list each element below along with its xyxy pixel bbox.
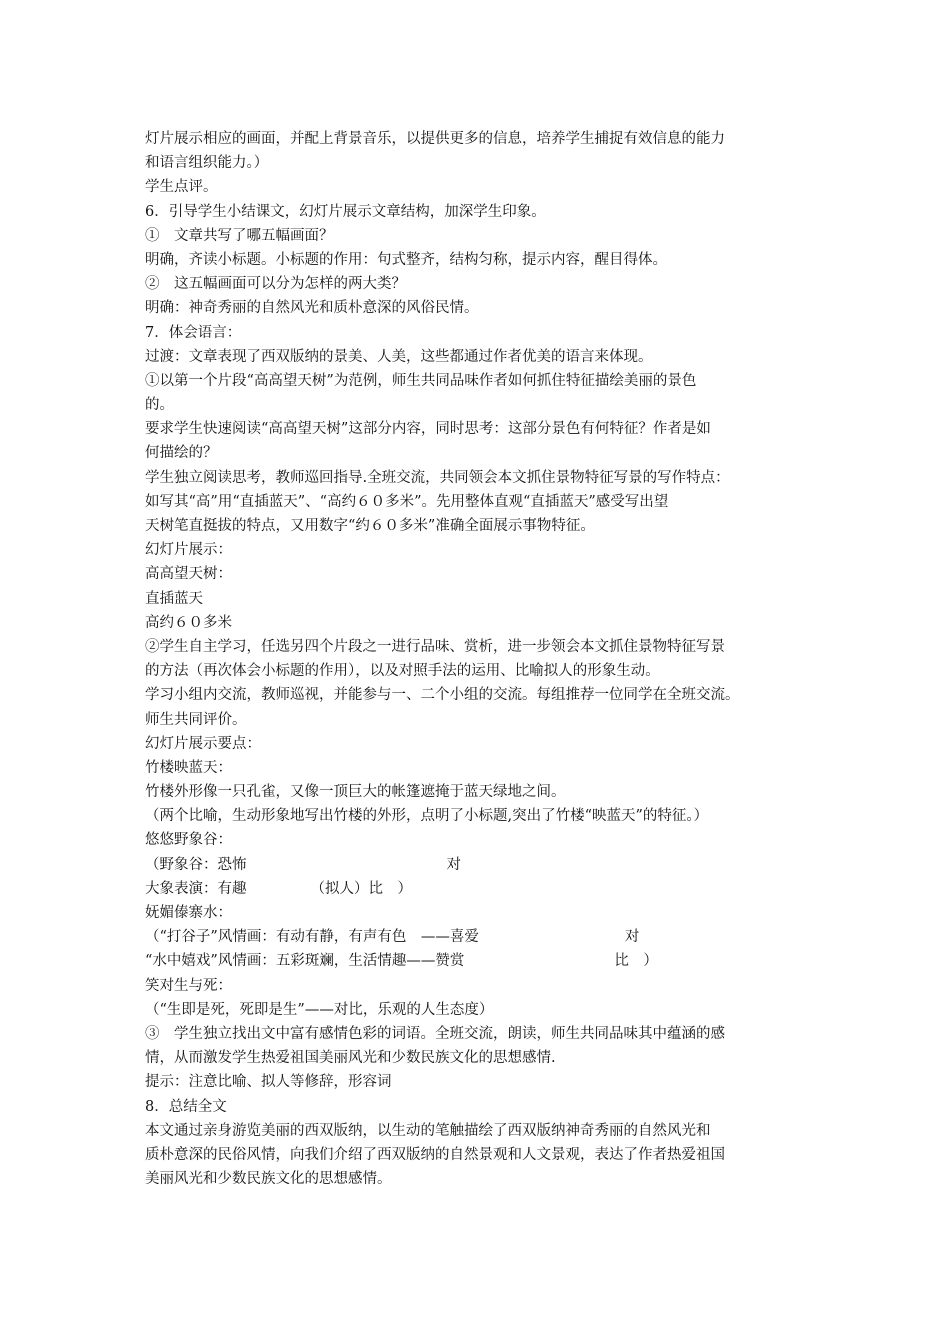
text-line: ①以第一个片段“高高望天树”为范例，师生共同品味作者如何抓住特征描绘美丽的景色 — [145, 372, 697, 389]
text-line: 质朴意深的民俗风情，向我们介绍了西双版纳的自然景观和人文景观，表达了作者热爱祖国 — [145, 1146, 725, 1163]
text-line: 幻灯片展示： — [145, 542, 232, 559]
question-line: ② 这五幅画面可以分为怎样的两大类？ — [145, 276, 406, 293]
comparison-left: （“打谷子”风情画：有动有静，有声有色 ——喜爱 — [145, 929, 479, 946]
text-line: 情，从而激发学生热爱祖国美丽风光和少数民族文化的思想感情. — [145, 1050, 556, 1067]
text-line: 和语言组织能力。） — [145, 155, 269, 172]
section-heading: 8．总结全文 — [145, 1098, 227, 1115]
text-line: （“生即是死，死即是生”——对比，乐观的人生态度） — [145, 1001, 494, 1018]
text-line: 竹楼映蓝天： — [145, 759, 232, 776]
text-line: 悠悠野象谷： — [145, 832, 232, 849]
text-line: 学生点评。 — [145, 179, 218, 196]
text-line: 高高望天树： — [145, 566, 232, 583]
question-line: ③ 学生独立找出文中富有感情色彩的词语。全班交流，朗读，师生共同品味其中蕴涵的感 — [145, 1025, 725, 1042]
text-line: 学习小组内交流，教师巡视，并能参与一、二个小组的交流。每组推荐一位同学在全班交流。 — [145, 687, 740, 704]
comparison-left: 大象表演：有趣 — [145, 880, 247, 897]
comparison-line — [145, 949, 813, 973]
text-line: 明确：神奇秀丽的自然风光和质朴意深的风俗民情。 — [145, 300, 479, 317]
text-line: 竹楼外形像一只孔雀，又像一顶巨大的帐篷遮掩于蓝天绿地之间。 — [145, 784, 566, 801]
comparison-line — [145, 853, 813, 877]
comparison-line — [145, 877, 813, 901]
text-line: 天树笔直挺拔的特点，又用数字“约６０多米”准确全面展示事物特征。 — [145, 518, 595, 534]
section-heading: 7．体会语言： — [145, 324, 242, 341]
text-line: 提示：注意比喻、拟人等修辞，形容词 — [145, 1074, 392, 1091]
comparison-line — [145, 925, 813, 949]
text-line: 明确，齐读小标题。小标题的作用：句式整齐，结构匀称，提示内容，醒目得体。 — [145, 251, 667, 268]
text-line: 的。 — [145, 397, 174, 414]
text-line: 过渡：文章表现了西双版纳的景美、人美，这些都通过作者优美的语言来体现。 — [145, 348, 653, 365]
text-line: （两个比喻，生动形象地写出竹楼的外形，点明了小标题,突出了竹楼“映蓝天”的特征。） — [145, 808, 709, 825]
text-line: 幻灯片展示要点： — [145, 735, 261, 752]
text-line: 妩媚傣寨水： — [145, 905, 232, 921]
text-line: 美丽风光和少数民族文化的思想感情。 — [145, 1171, 392, 1188]
text-line: 笑对生与死： — [145, 977, 232, 994]
text-line: ②学生自主学习，任选另四个片段之一进行品味、赏析，进一步领会本文抓住景物特征写景 — [145, 638, 725, 655]
text-line: 高约６０多米 — [145, 614, 232, 631]
text-line: 如写其“高”用“直插蓝天”、“高约６０多米”。先用整体直观“直插蓝天”感受写出望 — [145, 493, 669, 510]
text-line: 灯片展示相应的画面，并配上背景音乐，以提供更多的信息，培养学生捕捉有效信息的能力 — [145, 131, 725, 147]
document-body — [145, 127, 813, 1191]
section-heading: 6．引导学生小结课文，幻灯片展示文章结构，加深学生印象。 — [145, 203, 546, 220]
text-line: 要求学生快速阅读“高高望天树”这部分内容，同时思考：这部分景色有何特征？作者是如 — [145, 421, 711, 438]
text-line: 师生共同评价。 — [145, 711, 247, 728]
comparison-left: （野象谷：恐怖 — [145, 856, 247, 873]
comparison-right: 比 ） — [614, 953, 658, 970]
comparison-right: （拟人）比 ） — [310, 880, 412, 897]
comparison-left: “水中嬉戏”风情画：五彩斑斓，生活情趣——赞赏 — [145, 953, 465, 970]
text-line: 何描绘的？ — [145, 445, 218, 462]
text-line: 的方法（再次体会小标题的作用），以及对照手法的运用、比喻拟人的形象生动。 — [145, 663, 660, 680]
question-line: ① 文章共写了哪五幅画面？ — [145, 227, 334, 244]
text-line: 直插蓝天 — [145, 590, 203, 607]
text-line: 本文通过亲身游览美丽的西双版纳，以生动的笔触描绘了西双版纳神奇秀丽的自然风光和 — [145, 1122, 711, 1139]
comparison-right: 对 — [446, 856, 461, 873]
text-line: 学生独立阅读思考，教师巡回指导.全班交流，共同领会本文抓住景物特征写景的写作特点： — [145, 469, 730, 486]
comparison-right: 对 — [624, 929, 640, 946]
